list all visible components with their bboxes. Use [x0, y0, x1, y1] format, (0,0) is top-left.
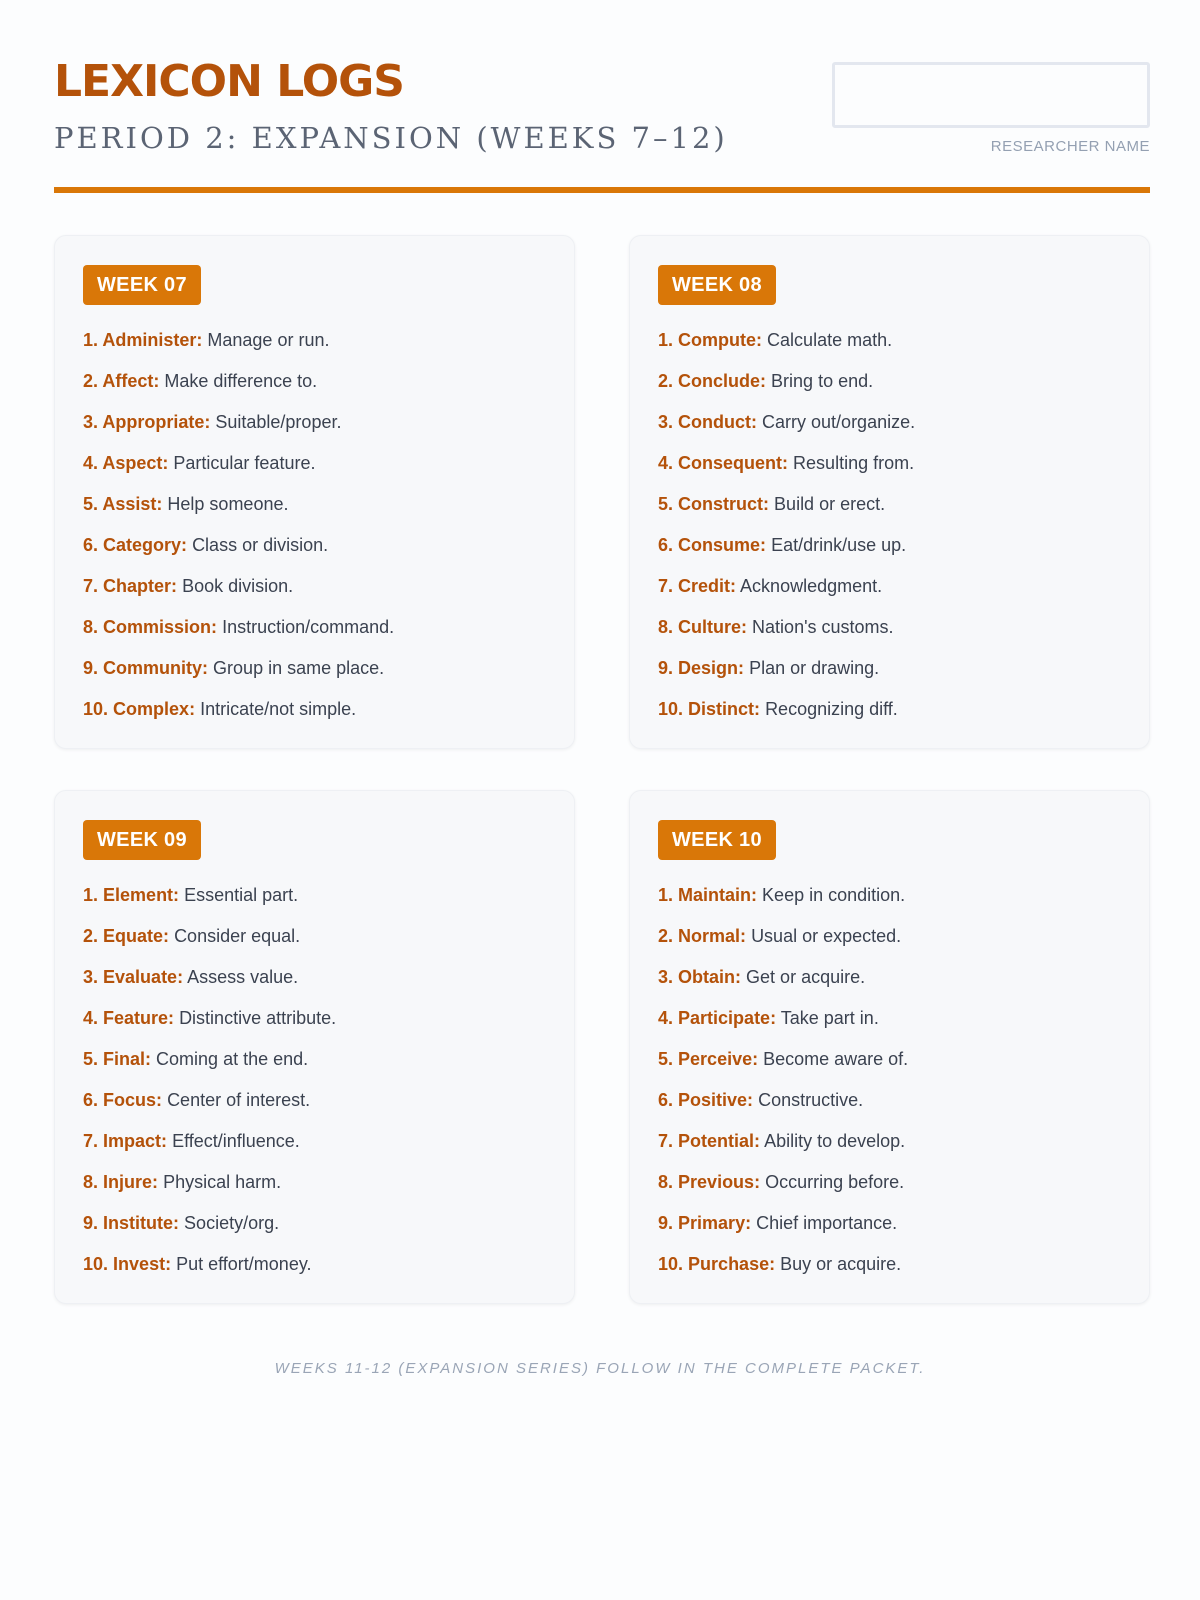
- vocab-definition: Nation's customs.: [752, 617, 894, 637]
- week-badge: WEEK 08: [658, 265, 776, 305]
- vocab-definition: Become aware of.: [763, 1049, 909, 1069]
- vocab-list: [658, 875, 908, 1285]
- vocab-item: [83, 648, 394, 689]
- vocab-number: 2.: [658, 926, 674, 946]
- vocab-definition: Plan or drawing.: [749, 658, 880, 678]
- vocab-item: [83, 1121, 336, 1162]
- vocab-word: Invest:: [113, 1254, 172, 1274]
- vocab-term: [83, 1172, 158, 1192]
- vocab-item: [83, 525, 394, 566]
- vocab-term: [83, 1131, 167, 1151]
- vocab-definition: Essential part.: [184, 885, 299, 905]
- vocab-number: 3.: [83, 967, 99, 987]
- vocab-definition: Resulting from.: [793, 453, 915, 473]
- vocab-word: Assist:: [102, 494, 163, 514]
- vocab-number: 7.: [658, 1131, 674, 1151]
- vocab-item: [658, 566, 915, 607]
- vocab-word: Perceive:: [678, 1049, 759, 1069]
- vocab-term: [83, 1090, 162, 1110]
- week-badge: WEEK 10: [658, 820, 776, 860]
- vocab-definition: Acknowledgment.: [740, 576, 883, 596]
- vocab-word: Conduct:: [678, 412, 758, 432]
- vocab-word: Element:: [103, 885, 180, 905]
- vocab-definition: Get or acquire.: [746, 967, 866, 987]
- vocab-word: Administer:: [102, 330, 203, 350]
- vocab-term: [658, 535, 766, 555]
- vocab-number: 4.: [83, 1008, 99, 1028]
- vocab-term: [83, 617, 217, 637]
- vocab-number: 2.: [658, 371, 674, 391]
- vocab-definition: Center of interest.: [167, 1090, 311, 1110]
- vocab-item: [658, 1203, 908, 1244]
- vocab-term: [83, 453, 168, 473]
- vocab-term: [658, 453, 788, 473]
- vocab-definition: Manage or run.: [207, 330, 330, 350]
- vocab-word: Affect:: [102, 371, 160, 391]
- vocab-number: 3.: [658, 412, 674, 432]
- vocab-item: [83, 1244, 336, 1285]
- week-badge: WEEK 09: [83, 820, 201, 860]
- page-title: LEXICON LOGS: [54, 56, 404, 107]
- vocab-word: Previous:: [678, 1172, 761, 1192]
- vocab-item: [658, 1039, 908, 1080]
- vocab-word: Equate:: [103, 926, 170, 946]
- vocab-item: [83, 916, 336, 957]
- vocab-number: 7.: [658, 576, 674, 596]
- vocab-term: [83, 1049, 151, 1069]
- vocab-definition: Recognizing diff.: [765, 699, 898, 719]
- vocab-word: Institute:: [103, 1213, 180, 1233]
- vocab-item: [83, 607, 394, 648]
- vocab-definition: Build or erect.: [774, 494, 886, 514]
- vocab-number: 1.: [658, 885, 674, 905]
- vocab-definition: Distinctive attribute.: [179, 1008, 337, 1028]
- page-subtitle: PERIOD 2: EXPANSION (WEEKS 7–12): [54, 121, 728, 155]
- vocab-word: Construct:: [678, 494, 770, 514]
- vocab-word: Injure:: [103, 1172, 159, 1192]
- week-card: [629, 790, 1150, 1304]
- vocab-word: Positive:: [678, 1090, 754, 1110]
- vocab-word: Design:: [678, 658, 745, 678]
- vocab-definition: Chief importance.: [756, 1213, 898, 1233]
- vocab-definition: Make difference to.: [164, 371, 318, 391]
- vocab-item: [83, 875, 336, 916]
- vocab-word: Complex:: [113, 699, 196, 719]
- vocab-term: [658, 1049, 758, 1069]
- vocab-term: [658, 885, 757, 905]
- vocab-term: [83, 494, 162, 514]
- vocab-item: [83, 402, 394, 443]
- vocab-word: Appropriate:: [102, 412, 211, 432]
- vocab-definition: Class or division.: [192, 535, 329, 555]
- vocab-definition: Buy or acquire.: [780, 1254, 902, 1274]
- vocab-item: [83, 1080, 336, 1121]
- vocab-word: Final:: [103, 1049, 152, 1069]
- vocab-item: [658, 1121, 908, 1162]
- vocab-word: Conclude:: [678, 371, 767, 391]
- vocab-number: 8.: [83, 1172, 99, 1192]
- vocab-word: Chapter:: [103, 576, 178, 596]
- vocab-definition: Book division.: [182, 576, 294, 596]
- vocab-definition: Assess value.: [187, 967, 299, 987]
- vocab-number: 7.: [83, 576, 99, 596]
- vocab-word: Purchase:: [688, 1254, 776, 1274]
- vocab-item: [83, 957, 336, 998]
- vocab-number: 10.: [83, 699, 109, 719]
- vocab-term: [658, 699, 760, 719]
- vocab-word: Evaluate:: [103, 967, 184, 987]
- vocab-number: 4.: [658, 453, 674, 473]
- vocab-number: 6.: [658, 1090, 674, 1110]
- vocab-term: [658, 1008, 776, 1028]
- vocab-number: 2.: [83, 371, 99, 391]
- vocab-number: 8.: [658, 1172, 674, 1192]
- vocab-definition: Calculate math.: [767, 330, 893, 350]
- vocab-number: 1.: [83, 885, 99, 905]
- vocab-item: [658, 320, 915, 361]
- vocab-definition: Take part in.: [780, 1008, 879, 1028]
- vocab-number: 5.: [83, 1049, 99, 1069]
- vocab-definition: Effect/influence.: [172, 1131, 300, 1151]
- vocab-definition: Occurring before.: [765, 1172, 905, 1192]
- vocab-definition: Intricate/not simple.: [200, 699, 357, 719]
- vocab-definition: Society/org.: [184, 1213, 280, 1233]
- vocab-number: 9.: [658, 658, 674, 678]
- vocab-term: [83, 535, 187, 555]
- vocab-number: 9.: [658, 1213, 674, 1233]
- vocab-item: [83, 484, 394, 525]
- vocab-definition: Put effort/money.: [176, 1254, 312, 1274]
- vocab-list: [83, 875, 336, 1285]
- vocab-term: [83, 967, 183, 987]
- vocab-term: [658, 371, 766, 391]
- vocab-definition: Help someone.: [167, 494, 289, 514]
- vocab-word: Normal:: [678, 926, 747, 946]
- vocab-word: Aspect:: [102, 453, 169, 473]
- vocab-number: 6.: [658, 535, 674, 555]
- vocab-word: Compute:: [678, 330, 763, 350]
- vocab-number: 4.: [658, 1008, 674, 1028]
- vocab-item: [83, 998, 336, 1039]
- vocab-term: [83, 371, 159, 391]
- vocab-term: [658, 1213, 751, 1233]
- vocab-number: 5.: [658, 494, 674, 514]
- vocab-number: 6.: [83, 1090, 99, 1110]
- researcher-name-label: RESEARCHER NAME: [990, 138, 1150, 155]
- vocab-item: [658, 689, 915, 730]
- vocab-number: 9.: [83, 658, 99, 678]
- vocab-number: 4.: [83, 453, 99, 473]
- vocab-term: [658, 1090, 753, 1110]
- vocab-word: Primary:: [678, 1213, 752, 1233]
- vocab-definition: Usual or expected.: [751, 926, 902, 946]
- vocab-item: [83, 361, 394, 402]
- vocab-item: [658, 1244, 908, 1285]
- vocab-definition: Consider equal.: [174, 926, 301, 946]
- vocab-list: [658, 320, 915, 730]
- vocab-word: Culture:: [678, 617, 748, 637]
- vocab-definition: Bring to end.: [771, 371, 874, 391]
- vocab-word: Focus:: [103, 1090, 163, 1110]
- vocab-word: Maintain:: [678, 885, 758, 905]
- vocab-word: Community:: [103, 658, 209, 678]
- vocab-number: 5.: [83, 494, 99, 514]
- vocab-term: [658, 1254, 775, 1274]
- vocab-definition: Keep in condition.: [762, 885, 906, 905]
- vocab-term: [658, 658, 744, 678]
- vocab-term: [83, 1254, 171, 1274]
- vocab-number: 10.: [83, 1254, 109, 1274]
- vocab-item: [83, 1162, 336, 1203]
- vocab-term: [83, 576, 177, 596]
- vocab-word: Obtain:: [678, 967, 742, 987]
- vocab-term: [658, 412, 757, 432]
- vocab-term: [658, 576, 736, 596]
- vocab-definition: Ability to develop.: [764, 1131, 906, 1151]
- vocab-item: [658, 443, 915, 484]
- vocab-number: 1.: [83, 330, 99, 350]
- vocab-term: [83, 1008, 174, 1028]
- vocab-item: [658, 916, 908, 957]
- vocab-definition: Suitable/proper.: [215, 412, 342, 432]
- vocab-item: [83, 566, 394, 607]
- vocab-number: 1.: [658, 330, 674, 350]
- vocab-item: [658, 998, 908, 1039]
- vocab-word: Distinct:: [688, 699, 761, 719]
- vocab-item: [658, 484, 915, 525]
- vocab-definition: Particular feature.: [173, 453, 316, 473]
- vocab-word: Consequent:: [678, 453, 789, 473]
- vocab-number: 10.: [658, 1254, 684, 1274]
- vocab-word: Impact:: [103, 1131, 168, 1151]
- vocab-number: 9.: [83, 1213, 99, 1233]
- week-badge: WEEK 07: [83, 265, 201, 305]
- week-card: [629, 235, 1150, 749]
- vocab-term: [83, 885, 179, 905]
- vocab-item: [658, 402, 915, 443]
- page-header: [54, 56, 1150, 196]
- vocab-term: [658, 1131, 760, 1151]
- vocab-number: 7.: [83, 1131, 99, 1151]
- vocab-term: [658, 330, 762, 350]
- vocab-word: Participate:: [678, 1008, 777, 1028]
- vocab-term: [83, 658, 208, 678]
- vocab-item: [658, 525, 915, 566]
- week-card: [54, 790, 575, 1304]
- vocab-number: 10.: [658, 699, 684, 719]
- header-divider: [54, 187, 1150, 193]
- vocab-definition: Group in same place.: [213, 658, 385, 678]
- vocab-term: [658, 617, 747, 637]
- vocab-item: [658, 607, 915, 648]
- vocab-item: [83, 443, 394, 484]
- vocab-definition: Eat/drink/use up.: [771, 535, 907, 555]
- vocab-word: Consume:: [678, 535, 767, 555]
- footer-note: WEEKS 11-12 (EXPANSION SERIES) FOLLOW IN THE COMPLETE PACKET.: [274, 1360, 926, 1377]
- vocab-term: [83, 1213, 179, 1233]
- vocab-definition: Coming at the end.: [156, 1049, 309, 1069]
- vocab-number: 2.: [83, 926, 99, 946]
- vocab-word: Commission:: [103, 617, 218, 637]
- vocab-item: [658, 957, 908, 998]
- vocab-term: [658, 1172, 760, 1192]
- vocab-word: Category:: [103, 535, 188, 555]
- vocab-definition: Carry out/organize.: [762, 412, 916, 432]
- vocab-definition: Physical harm.: [163, 1172, 282, 1192]
- vocab-item: [83, 1203, 336, 1244]
- vocab-number: 6.: [83, 535, 99, 555]
- vocab-term: [83, 330, 202, 350]
- vocab-item: [658, 1162, 908, 1203]
- vocab-definition: Constructive.: [758, 1090, 864, 1110]
- vocab-term: [658, 494, 769, 514]
- vocab-term: [658, 926, 746, 946]
- week-card: [54, 235, 575, 749]
- vocab-number: 5.: [658, 1049, 674, 1069]
- vocab-item: [83, 1039, 336, 1080]
- vocab-term: [83, 699, 195, 719]
- vocab-number: 3.: [658, 967, 674, 987]
- vocab-list: [83, 320, 394, 730]
- vocab-number: 8.: [658, 617, 674, 637]
- vocab-item: [658, 875, 908, 916]
- vocab-word: Feature:: [103, 1008, 175, 1028]
- vocab-item: [658, 1080, 908, 1121]
- vocab-term: [83, 412, 210, 432]
- vocab-item: [83, 689, 394, 730]
- vocab-definition: Instruction/command.: [222, 617, 395, 637]
- vocab-item: [658, 648, 915, 689]
- vocab-term: [83, 926, 169, 946]
- vocab-number: 3.: [83, 412, 99, 432]
- vocab-item: [83, 320, 394, 361]
- vocab-word: Potential:: [678, 1131, 761, 1151]
- vocab-word: Credit:: [678, 576, 737, 596]
- vocab-item: [658, 361, 915, 402]
- vocab-term: [658, 967, 741, 987]
- vocab-number: 8.: [83, 617, 99, 637]
- researcher-name-field[interactable]: [832, 62, 1150, 128]
